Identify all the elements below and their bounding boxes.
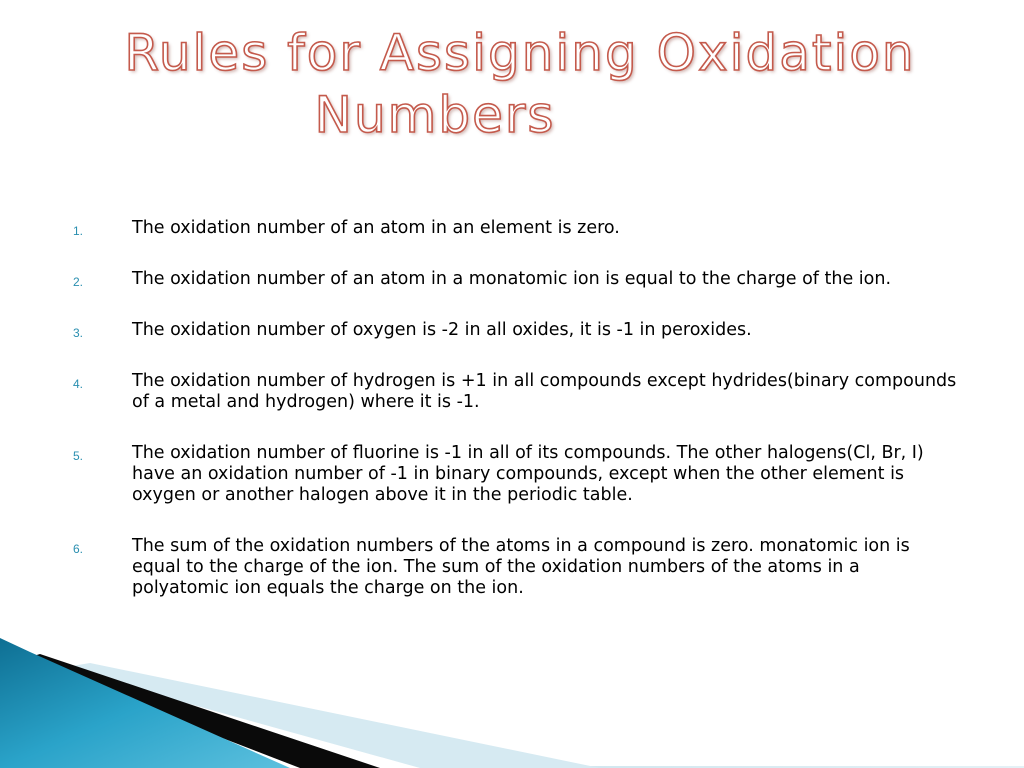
rule-item-4 [70, 371, 960, 413]
rule-item-2 [70, 269, 960, 290]
rule-text-1: The oxidation number of an atom in an element is zero. [132, 218, 620, 238]
corner-decoration [0, 638, 1024, 768]
slide-title-line-2: Numbers [314, 86, 556, 144]
rule-text-5: The oxidation number of fluorine is -1 in all of its compounds. The other halogens(Cl, Br, I) have an oxidation number of -1 in binary compounds, except when the other element is oxygen or another halogen above it in the periodic table. [132, 443, 924, 505]
rule-number-3: 3. [73, 326, 84, 340]
rule-number-6: 6. [73, 542, 84, 556]
rule-text-6: The sum of the oxidation numbers of the atoms in a compound is zero. monatomic ion is equal to the charge of the ion. The sum of the oxidation numbers of the atoms in a polyatomic ion equals the charge on the ion. [132, 536, 910, 598]
slide-title [90, 22, 950, 146]
rule-number-4: 4. [73, 377, 84, 391]
rule-item-5 [70, 443, 960, 506]
rule-text-4: The oxidation number of hydrogen is +1 in all compounds except hydrides(binary compounds of a metal and hydrogen) where it is -1. [132, 371, 957, 412]
rule-item-6 [70, 536, 960, 599]
rule-number-1: 1. [73, 224, 84, 238]
rule-item-3 [70, 320, 960, 341]
rule-text-3: The oxidation number of oxygen is -2 in all oxides, it is -1 in peroxides. [132, 320, 752, 340]
rule-number-5: 5. [73, 449, 84, 463]
slide-title-line-1: Rules for Assigning Oxidation [124, 24, 916, 82]
rule-item-1 [70, 218, 960, 239]
rules-list [70, 218, 960, 629]
rule-text-2: The oxidation number of an atom in a monatomic ion is equal to the charge of the ion. [132, 269, 892, 289]
rule-number-2: 2. [73, 275, 84, 289]
